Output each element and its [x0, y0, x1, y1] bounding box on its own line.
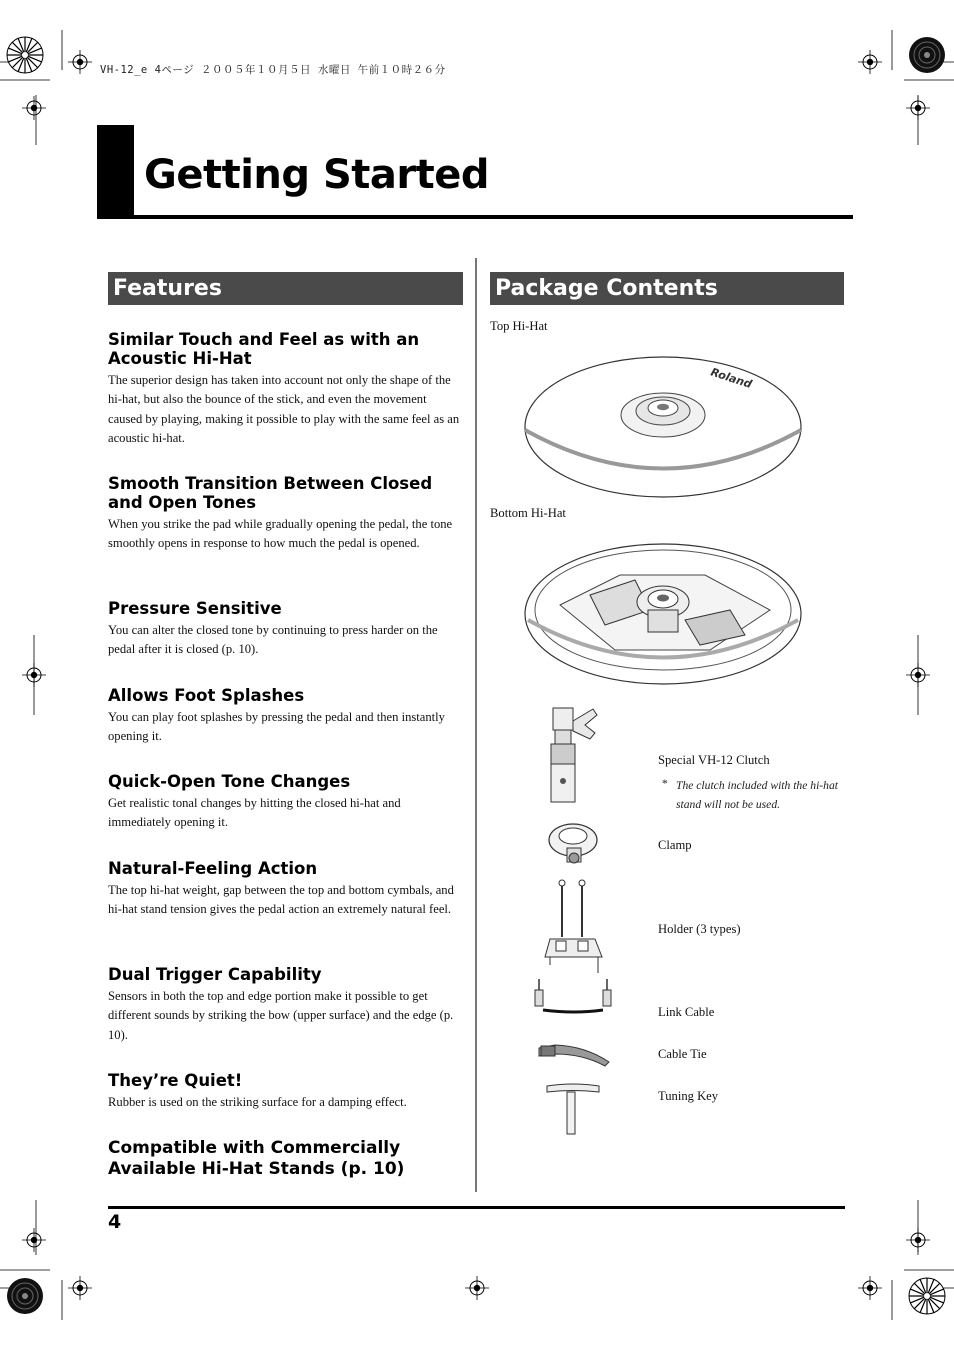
roland-logo: Roland: [709, 365, 754, 391]
feature-body: The top hi-hat weight, gap between the top and bottom cymbals, and hi-hat stand tension gives the pedal action an extremely natural feel.: [108, 883, 454, 917]
tuning-key-image: [543, 1080, 613, 1140]
feature-item: [108, 859, 463, 920]
feature-body: Get realistic tonal changes by hitting the closed hi-hat and immediately opening it.: [108, 796, 401, 830]
cable-tie-image: [535, 1040, 615, 1070]
feature-item: [108, 1138, 463, 1180]
clutch-label: Special VH-12 Clutch: [658, 753, 770, 767]
feature-body: Sensors in both the top and edge portion make it possible to get different sounds by striking the bow (upper surface) and the edge (p. 10).: [108, 989, 454, 1042]
link-cable-label: Link Cable: [658, 1005, 715, 1019]
package-heading: Package Contents: [490, 272, 844, 305]
clamp-label: Clamp: [658, 838, 692, 852]
print-header: VH-12_e 4ページ ２００５年１０月５日 水曜日 午前１０時２６分: [100, 64, 446, 76]
feature-title: They’re Quiet!: [108, 1071, 243, 1090]
feature-item: [108, 1071, 463, 1112]
feature-title: Natural-Feeling Action: [108, 859, 318, 878]
feature-title: Smooth Transition Between Closed and Open Tones: [108, 474, 433, 512]
bottom-hihat-image: [520, 540, 810, 690]
title-rule: [97, 215, 853, 219]
feature-item: [108, 965, 463, 1045]
clutch-note-mark: *: [662, 777, 668, 790]
feature-item: [108, 686, 463, 747]
feature-title: Allows Foot Splashes: [108, 686, 305, 705]
feature-item: [108, 474, 463, 554]
feature-body: When you strike the pad while gradually opening the pedal, the tone smoothly opens in response to how much the pedal is opened.: [108, 517, 453, 551]
feature-item: [108, 772, 463, 833]
clutch-image: [545, 703, 615, 805]
page-title: Getting Started: [144, 152, 489, 198]
title-block: [97, 125, 134, 218]
feature-title: Dual Trigger Capability: [108, 965, 322, 984]
feature-item: [108, 330, 463, 448]
bottom-hihat-label: Bottom Hi-Hat: [490, 506, 566, 520]
top-hihat-label: Top Hi-Hat: [490, 319, 548, 333]
tuning-key-label: Tuning Key: [658, 1089, 719, 1103]
clamp-image: [545, 820, 605, 868]
column-divider: [475, 258, 477, 1192]
clutch-note: The clutch included with the hi-hat stand will not be used.: [676, 779, 838, 812]
feature-title: Pressure Sensitive: [108, 599, 282, 618]
page-number: 4: [108, 1211, 122, 1233]
footer-rule: [108, 1206, 845, 1209]
feature-body: You can play foot splashes by pressing the pedal and then instantly opening it.: [108, 710, 445, 744]
link-cable-image: [530, 976, 620, 1018]
feature-body: Rubber is used on the striking surface for a damping effect.: [108, 1095, 407, 1109]
feature-item: [108, 599, 463, 660]
feature-body: The superior design has taken into account not only the shape of the hi-hat, but also the bounce of the stick, and even the movement caused by playing, making it possible to play with the same feel as an acoustic hi-hat.: [108, 373, 460, 445]
features-heading: Features: [108, 272, 463, 305]
top-hihat-image: [520, 350, 810, 500]
feature-title: Similar Touch and Feel as with an Acoustic Hi-Hat: [108, 330, 420, 368]
holder-image: [540, 877, 610, 977]
feature-title: Compatible with Commercially Available Hi-Hat Stands (p. 10): [108, 1138, 405, 1179]
cable-tie-label: Cable Tie: [658, 1047, 707, 1061]
holder-label: Holder (3 types): [658, 922, 741, 936]
feature-title: Quick-Open Tone Changes: [108, 772, 351, 791]
feature-body: You can alter the closed tone by continuing to press harder on the pedal after it is closed (p. 10).: [108, 623, 438, 657]
